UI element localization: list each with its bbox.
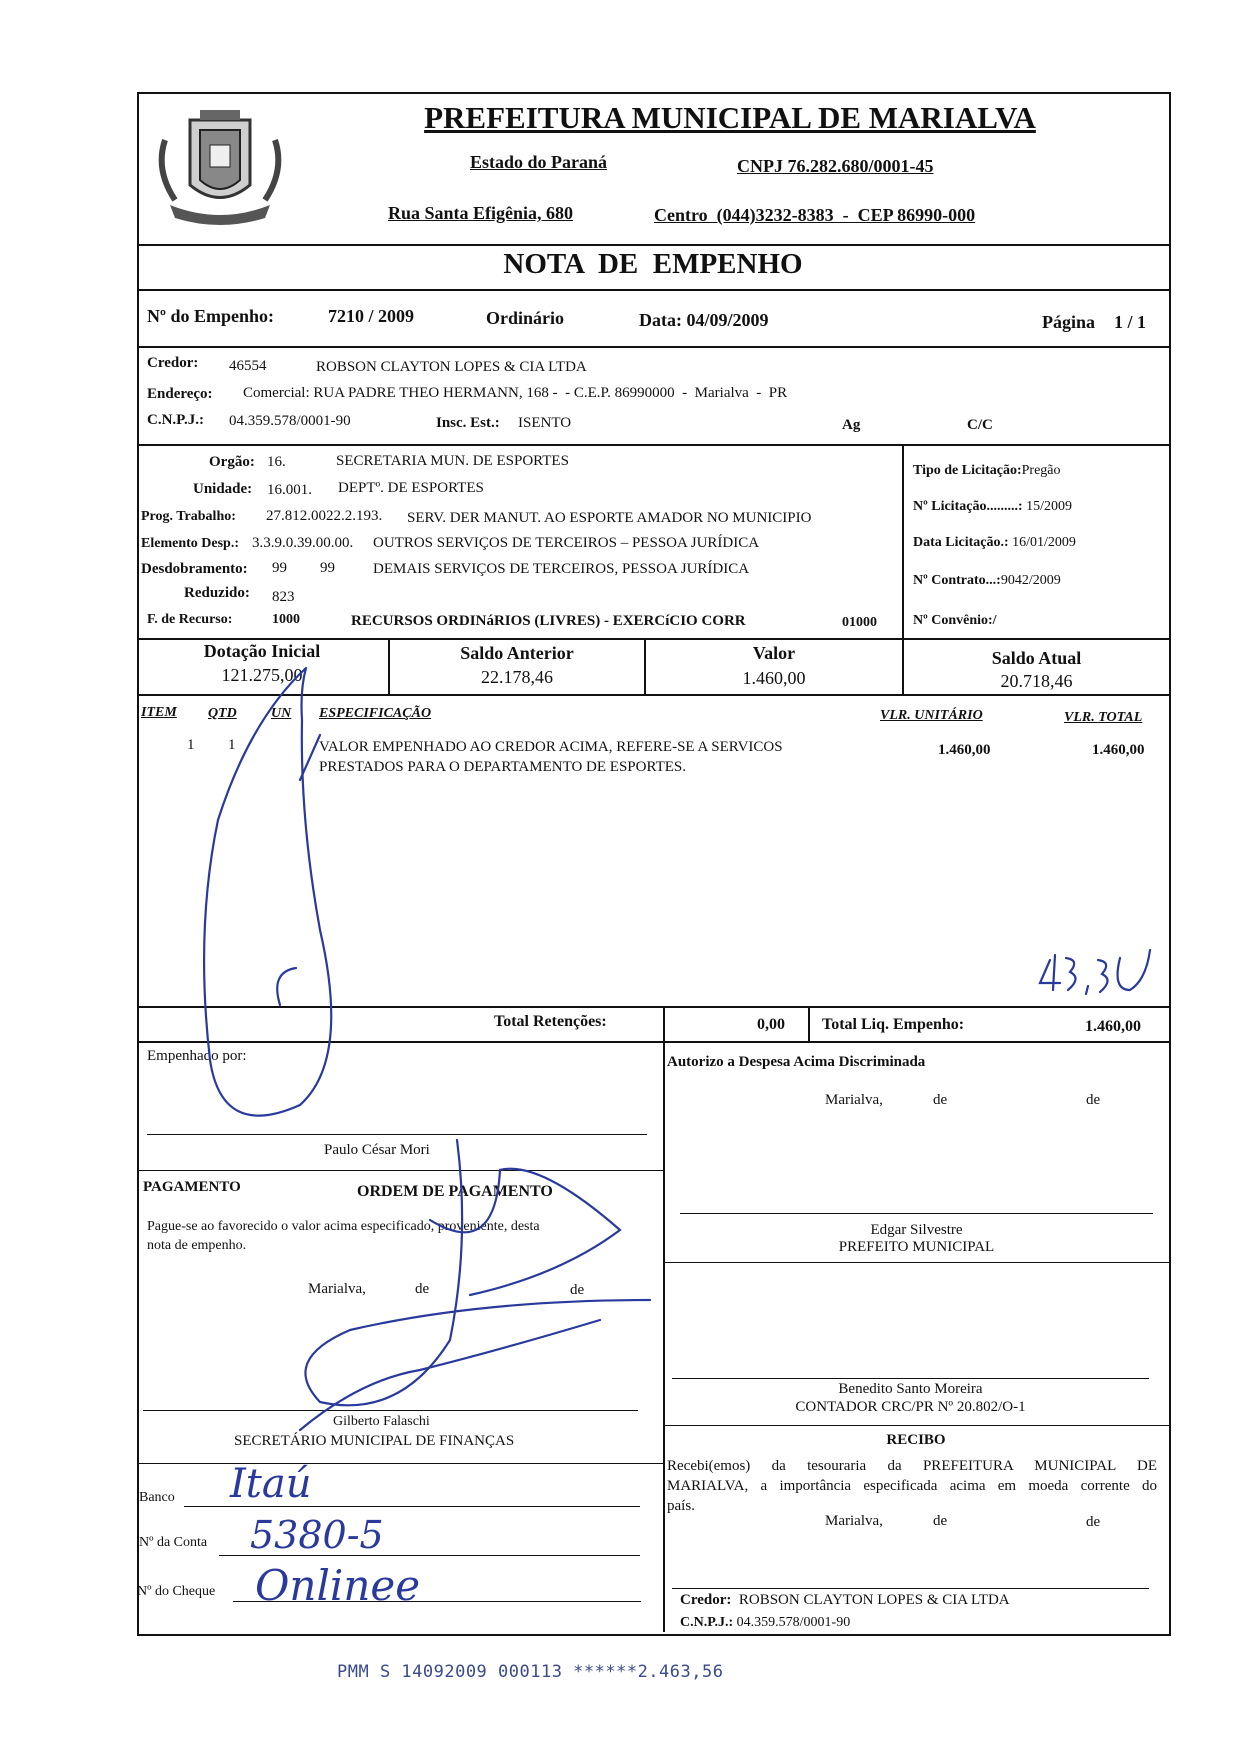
total-retencoes-label: Total Retenções: (494, 1013, 607, 1030)
header-address-street: Rua Santa Efigênia, 680 (388, 203, 574, 223)
elemento-label: Elemento Desp.: (141, 536, 239, 551)
recibo-cnpj-label: C.N.P.J.: (680, 1615, 734, 1630)
contrato (913, 573, 1061, 589)
cc-label: C/C (967, 417, 993, 433)
licitacao-data-value: 16/01/2009 (1012, 535, 1076, 550)
header-address-rest: Centro (044)3232-8383 - CEP 86990-000 (654, 205, 976, 225)
licitacao-tipo-label: Tipo de Licitação: (913, 463, 1022, 478)
licitacao-tipo-value: Pregão (1021, 463, 1061, 478)
elemento-code: 3.3.9.0.39.00.00. (252, 535, 354, 551)
cheque-handwritten: Onlinee (255, 1561, 421, 1610)
total-liq-value: 1.460,00 (1085, 1018, 1141, 1035)
col-un: UN (271, 706, 292, 721)
recibo-text-line2: MARIALVA, a importância especificada acima em moeda corrente do (667, 1478, 1157, 1494)
credor-label: Credor: (147, 355, 199, 371)
address-label: Endereço: (147, 386, 213, 402)
credor-name: ROBSON CLAYTON LOPES & CIA LTDA (316, 359, 587, 375)
licitacao-numero (913, 499, 1072, 515)
pagamento-label: PAGAMENTO (143, 1179, 241, 1195)
reduzido-code: 823 (272, 589, 295, 605)
saldo-anterior-value: 22.178,46 (481, 667, 553, 687)
licitacao-data-label: Data Licitação.: (913, 535, 1009, 550)
col-qtd: QTD (208, 706, 237, 721)
unidade-name: DEPTº. DE ESPORTES (338, 480, 484, 496)
recibo-credor (680, 1592, 1010, 1609)
ordem-pagamento-label: ORDEM DE PAGAMENTO (357, 1183, 553, 1200)
item-total-value: 1.460,00 (1092, 742, 1145, 758)
conta-handwritten: 5380-5 (250, 1513, 384, 1557)
elemento-name: OUTROS SERVIÇOS DE TERCEIROS – PESSOA JURÍDICA (373, 535, 760, 551)
col-vlr-unitario: VLR. UNITÁRIO (880, 708, 983, 723)
header-cnpj: CNPJ 76.282.680/0001-45 (737, 156, 934, 176)
col-vlr-total: VLR. TOTAL (1064, 710, 1143, 725)
autorizo-de2: de (1086, 1092, 1101, 1108)
licitacao-data (913, 535, 1076, 551)
fonte-code: 1000 (272, 612, 300, 627)
desdobramento-b: 99 (320, 560, 335, 576)
saldo-anterior-label: Saldo Anterior (460, 643, 574, 663)
pagamento-text-line1: Pague-se ao favorecido o valor acima especificado, proveniente, desta (147, 1219, 540, 1234)
empenho-number: 7210 / 2009 (328, 306, 415, 326)
page-number: 1 / 1 (1114, 312, 1147, 332)
recibo-cnpj-value: 04.359.578/0001-90 (736, 1615, 851, 1630)
reduzido-label: Reduzido: (184, 585, 250, 601)
unidade-label: Unidade: (193, 481, 253, 497)
item-spec-line2: PRESTADOS PARA O DEPARTAMENTO DE ESPORTES. (319, 759, 686, 775)
item-number: 1 (187, 737, 195, 753)
pagamento-city: Marialva, (308, 1281, 366, 1297)
credor-code: 46554 (229, 358, 267, 374)
licitacao-numero-label: Nº Licitação.........: (913, 499, 1023, 514)
page-label: Página (1042, 312, 1096, 332)
header-state: Estado do Paraná (470, 152, 608, 172)
recibo-cnpj (680, 1615, 850, 1631)
valor-value: 1.460,00 (742, 668, 806, 688)
autorizo-city: Marialva, (825, 1092, 883, 1108)
recibo-text-line1: Recebi(emos) da tesouraria da PREFEITURA MUNICIPAL DE (667, 1458, 1157, 1474)
banco-label: Banco (139, 1490, 175, 1505)
autorizo-de1: de (933, 1092, 948, 1108)
convenio-label: Nº Convênio:/ (913, 613, 997, 628)
empenho-date: Data: 04/09/2009 (639, 310, 769, 330)
conta-label: Nº da Conta (139, 1535, 208, 1550)
pagamento-signer-title: SECRETÁRIO MUNICIPAL DE FINANÇAS (234, 1433, 515, 1449)
total-retencoes-value: 0,00 (757, 1016, 785, 1033)
credor-cnpj-label: C.N.P.J.: (147, 412, 204, 428)
pagamento-de1: de (415, 1281, 430, 1297)
orgao-label: Orgão: (209, 454, 255, 470)
ag-label: Ag (842, 417, 861, 433)
pagamento-de2: de (570, 1282, 585, 1298)
municipal-crest-icon (145, 100, 295, 235)
recibo-city: Marialva, (825, 1513, 883, 1529)
prefeito-name: Edgar Silvestre (870, 1222, 963, 1238)
prog-label: Prog. Trabalho: (141, 509, 236, 524)
desdobramento-name: DEMAIS SERVIÇOS DE TERCEIROS, PESSOA JURÍDICA (373, 561, 750, 577)
prog-name: SERV. DER MANUT. AO ESPORTE AMADOR NO MUNICIPIO (407, 510, 812, 526)
item-spec-line1: VALOR EMPENHADO AO CREDOR ACIMA, REFERE-SE A SERVICOS (319, 739, 783, 755)
col-item: ITEM (141, 705, 177, 720)
licitacao-numero-value: 15/2009 (1026, 499, 1072, 514)
pagamento-text-line2: nota de empenho. (147, 1238, 247, 1253)
dotacao-inicial-label: Dotação Inicial (203, 641, 321, 661)
total-liq-label: Total Liq. Empenho: (822, 1016, 965, 1033)
recibo-label: RECIBO (886, 1432, 946, 1448)
saldo-atual-label: Saldo Atual (991, 648, 1082, 668)
empenhado-por-label: Empenhado por: (147, 1048, 247, 1064)
pagamento-signer: Gilberto Falaschi (333, 1414, 430, 1429)
contrato-value: 9042/2009 (1000, 573, 1061, 588)
licitacao-tipo (913, 463, 1061, 479)
document-title: NOTA DE EMPENHO (503, 248, 803, 280)
authentication-stamp: PMM S 14092009 000113 ******2.463,56 (337, 1662, 724, 1682)
contador-name: Benedito Santo Moreira (838, 1381, 983, 1397)
recibo-de1: de (933, 1513, 948, 1529)
contrato-label: Nº Contrato...: (913, 573, 1001, 588)
insc-label: Insc. Est.: (436, 415, 500, 431)
desdobramento-a: 99 (272, 560, 287, 576)
insc-value: ISENTO (518, 415, 572, 431)
dotacao-inicial-value: 121.275,00 (221, 665, 303, 685)
recibo-de2: de (1086, 1514, 1101, 1530)
fonte-extra: 01000 (842, 615, 877, 630)
fonte-name: RECURSOS ORDINáRIOS (LIVRES) - EXERCíCIO CORR (351, 613, 746, 629)
col-especificacao: ESPECIFICAÇÃO (319, 706, 432, 721)
orgao-name: SECRETARIA MUN. DE ESPORTES (336, 453, 569, 469)
prog-code: 27.812.0022.2.193. (266, 508, 383, 524)
empenho-number-label: Nº do Empenho: (147, 306, 274, 326)
item-unit-value: 1.460,00 (938, 742, 991, 758)
credor-address: Comercial: RUA PADRE THEO HERMANN, 168 - - C.E.P. 86990000 - Marialva - PR (243, 385, 788, 401)
autorizo-label: Autorizo a Despesa Acima Discriminada (667, 1054, 926, 1070)
banco-handwritten: Itaú (230, 1461, 312, 1507)
unidade-code: 16.001. (267, 482, 312, 498)
cheque-label: Nº do Cheque (137, 1584, 216, 1599)
empenhado-signer: Paulo César Mori (324, 1142, 430, 1158)
recibo-text-line3: país. (667, 1498, 695, 1514)
item-qtd: 1 (228, 737, 236, 753)
prefeito-title: PREFEITO MUNICIPAL (838, 1239, 995, 1255)
recibo-credor-name: ROBSON CLAYTON LOPES & CIA LTDA (738, 1592, 1010, 1608)
credor-cnpj: 04.359.578/0001-90 (229, 413, 351, 429)
header-title: PREFEITURA MUNICIPAL DE MARIALVA (424, 100, 1036, 135)
orgao-code: 16. (267, 454, 286, 470)
fonte-label: F. de Recurso: (147, 612, 233, 627)
saldo-atual-value: 20.718,46 (1000, 671, 1073, 691)
desdobramento-label: Desdobramento: (141, 561, 248, 577)
contador-title: CONTADOR CRC/PR Nº 20.802/O-1 (795, 1399, 1026, 1415)
empenho-type: Ordinário (486, 308, 565, 328)
recibo-credor-label: Credor: (680, 1592, 732, 1608)
valor-label: Valor (752, 643, 796, 663)
